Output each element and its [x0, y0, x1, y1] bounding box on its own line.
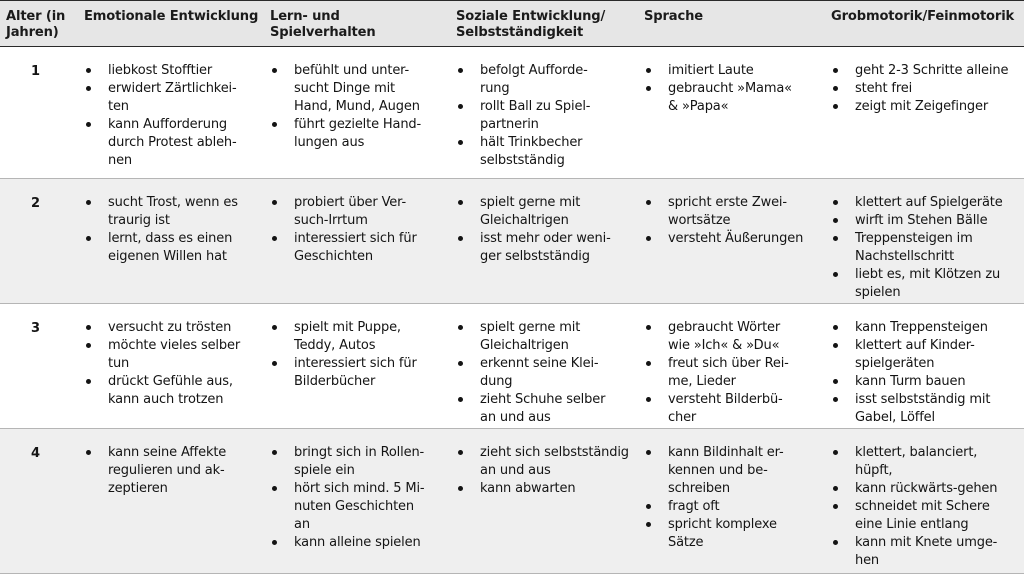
list-item: freut sich über Rei- me, Lieder	[644, 355, 822, 391]
list-item: versteht Äußerungen	[644, 230, 822, 248]
list-item: klettert auf Kinder- spielgeräten	[831, 337, 1024, 373]
cell-language	[644, 62, 822, 116]
list-item: hält Trinkbecher selbstständig	[456, 134, 638, 170]
list-item: kann Turm bauen	[831, 373, 1024, 391]
list-item: erwidert Zärtlichkei- ten	[84, 80, 264, 116]
list-item: spielt mit Puppe, Teddy, Autos	[270, 319, 448, 355]
list-item: kann mit Knete umge- hen	[831, 534, 1024, 570]
cell-motor-skills	[831, 194, 1024, 302]
list-item: isst selbstständig mit Gabel, Löffel	[831, 391, 1024, 427]
header-learning-play: Lern- und Spielverhalten	[270, 9, 376, 40]
cell-emotional	[84, 62, 264, 170]
list-item: kann Treppensteigen	[831, 319, 1024, 337]
list-item: zieht sich selbstständig an und aus	[456, 444, 638, 480]
cell-language	[644, 319, 822, 427]
list-item: rollt Ball zu Spiel- partnerin	[456, 98, 638, 134]
list-item: liebkost Stofftier	[84, 62, 264, 80]
age-value: 3	[31, 321, 41, 336]
list-item: möchte vieles selber tun	[84, 337, 264, 373]
list-item: Treppensteigen im Nachstellschritt	[831, 230, 1024, 266]
header-emotional: Emotionale Entwicklung	[84, 9, 259, 24]
header-language: Sprache	[644, 9, 704, 24]
table-row	[0, 179, 1024, 304]
cell-motor-skills	[831, 444, 1024, 570]
list-item: liebt es, mit Klötzen zu spielen	[831, 266, 1024, 302]
list-item: sucht Trost, wenn es traurig ist	[84, 194, 264, 230]
cell-social	[456, 62, 638, 170]
cell-language	[644, 194, 822, 248]
list-item: wirft im Stehen Bälle	[831, 212, 1024, 230]
list-item: gebraucht Wörter wie »Ich« & »Du«	[644, 319, 822, 355]
header-age: Alter (in Jahren)	[6, 9, 66, 40]
list-item: versucht zu trösten	[84, 319, 264, 337]
list-item: geht 2-3 Schritte alleine	[831, 62, 1024, 80]
list-item: spricht komplexe Sätze	[644, 516, 822, 552]
cell-learning-play	[270, 62, 448, 152]
cell-motor-skills	[831, 62, 1024, 116]
list-item: befolgt Aufforde- rung	[456, 62, 638, 98]
list-item: steht frei	[831, 80, 1024, 98]
list-item: klettert, balanciert, hüpft,	[831, 444, 1024, 480]
list-item: spricht erste Zwei- wortsätze	[644, 194, 822, 230]
cell-learning-play	[270, 194, 448, 266]
cell-emotional	[84, 194, 264, 266]
list-item: hört sich mind. 5 Mi- nuten Geschichten an	[270, 480, 448, 534]
list-item: schneidet mit Schere eine Linie entlang	[831, 498, 1024, 534]
cell-emotional	[84, 444, 264, 498]
list-item: kann Aufforderung durch Protest ableh- nen	[84, 116, 264, 170]
list-item: gebraucht »Mama« & »Papa«	[644, 80, 822, 116]
list-item: isst mehr oder weni- ger selbstständig	[456, 230, 638, 266]
list-item: erkennt seine Klei- dung	[456, 355, 638, 391]
list-item: kann Bildinhalt er- kennen und be- schreiben	[644, 444, 822, 498]
list-item: interessiert sich für Geschichten	[270, 230, 448, 266]
age-value: 2	[31, 196, 41, 211]
list-item: befühlt und unter- sucht Dinge mit Hand, Mund, Augen	[270, 62, 448, 116]
list-item: versteht Bilderbü- cher	[644, 391, 822, 427]
list-item: kann alleine spielen	[270, 534, 448, 552]
age-value: 1	[31, 64, 41, 79]
age-value: 4	[31, 446, 41, 461]
table-row	[0, 47, 1024, 179]
list-item: imitiert Laute	[644, 62, 822, 80]
list-item: kann abwarten	[456, 480, 638, 498]
list-item: spielt gerne mit Gleichaltrigen	[456, 319, 638, 355]
header-social: Soziale Entwicklung/ Selbstständigkeit	[456, 9, 606, 40]
list-item: drückt Gefühle aus, kann auch trotzen	[84, 373, 264, 409]
list-item: lernt, dass es einen eigenen Willen hat	[84, 230, 264, 266]
table-header	[0, 0, 1024, 47]
cell-social	[456, 319, 638, 427]
list-item: kann seine Affekte regulieren und ak- zeptieren	[84, 444, 264, 498]
list-item: zeigt mit Zeigefinger	[831, 98, 1024, 116]
list-item: bringt sich in Rollen- spiele ein	[270, 444, 448, 480]
list-item: fragt oft	[644, 498, 822, 516]
list-item: probiert über Ver- such-Irrtum	[270, 194, 448, 230]
cell-social	[456, 444, 638, 498]
table-row	[0, 429, 1024, 574]
cell-language	[644, 444, 822, 552]
cell-social	[456, 194, 638, 266]
cell-learning-play	[270, 319, 448, 391]
list-item: spielt gerne mit Gleichaltrigen	[456, 194, 638, 230]
list-item: interessiert sich für Bilderbücher	[270, 355, 448, 391]
cell-learning-play	[270, 444, 448, 552]
table-row	[0, 304, 1024, 429]
list-item: kann rückwärts-gehen	[831, 480, 1024, 498]
cell-motor-skills	[831, 319, 1024, 427]
list-item: führt gezielte Hand- lungen aus	[270, 116, 448, 152]
header-motor-skills: Grobmotorik/Feinmotorik	[831, 9, 1015, 24]
cell-emotional	[84, 319, 264, 409]
list-item: zieht Schuhe selber an und aus	[456, 391, 638, 427]
list-item: klettert auf Spielgeräte	[831, 194, 1024, 212]
